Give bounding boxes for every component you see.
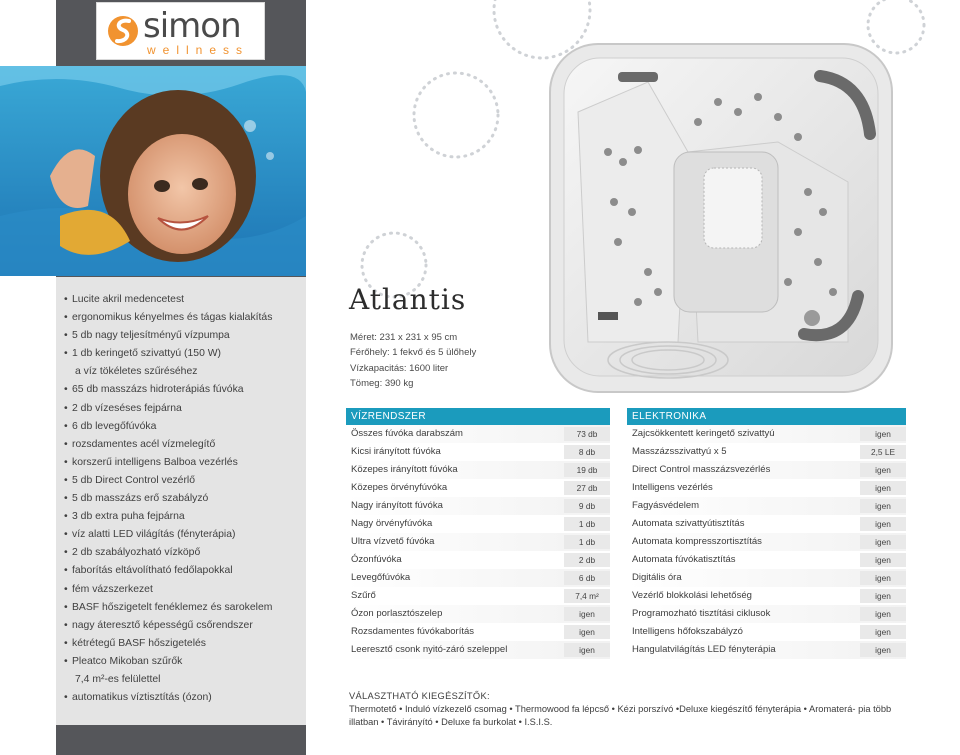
options-title: VÁLASZTHATÓ KIEGÉSZÍTŐK: [349,691,490,701]
list-item: • víz alatti LED világítás (fényterápia) [64,526,300,544]
row-value: igen [564,643,610,657]
list-item: • faborítás eltávolítható fedőlapokkal [64,562,300,580]
table-row [346,443,610,461]
table-row [627,587,906,605]
row-label: Digitális óra [632,572,682,583]
row-label: Leeresztő csonk nyitó-záró szeleppel [351,644,508,655]
list-item-line: Pleatco Mikoban szűrők [72,655,183,667]
list-item: • 2 db vízeséses fejpárna [64,400,300,418]
row-label: Kicsi irányított fúvóka [351,446,441,457]
row-value: 73 db [564,427,610,441]
list-item-line: 1 db keringető szivattyú (150 W) [72,348,222,360]
table-row [627,551,906,569]
table-row [627,623,906,641]
row-value: igen [860,535,906,549]
list-item: • BASF hőszigetelt fenéklemez és sarokelem [64,599,300,617]
feature-list [56,277,306,725]
list-item: • korszerű intelligens Balboa vezérlés [64,454,300,472]
list-item: • automatikus víztisztítás (ózon) [64,689,300,707]
table-header: VÍZRENDSZER [346,408,610,425]
row-value: 2 db [564,553,610,567]
row-value: igen [564,625,610,639]
row-label: Nagy irányított fúvóka [351,500,443,511]
table-row [346,569,610,587]
row-label: Intelligens vezérlés [632,482,713,493]
row-label: Programozható tisztítási ciklusok [632,608,771,619]
brand-logo [96,2,265,60]
row-label: Vezérlő blokkolási lehetőség [632,590,752,601]
list-item: • 5 db Direct Control vezérlő [64,472,300,490]
table-row [346,587,610,605]
table-row [627,497,906,515]
table-row [346,605,610,623]
list-item-line: a víz tökéletes szűréséhez [75,366,198,378]
row-value: 19 db [564,463,610,477]
row-value: igen [860,607,906,621]
row-label: Közepes irányított fúvóka [351,464,458,475]
row-label: Rozsdamentes fúvókaborítás [351,626,475,637]
row-value: igen [860,625,906,639]
product-title: Atlantis [349,283,467,316]
row-label: Ózon porlasztószelep [351,608,443,619]
logo-tagline: wellness [147,43,250,57]
row-label: Közepes örvényfúvóka [351,482,448,493]
row-value: igen [860,499,906,513]
table-row [627,425,906,443]
table-row [346,515,610,533]
row-label: Fagyásvédelem [632,500,700,511]
spec-size: Méret: 231 x 231 x 95 cm [350,332,458,343]
table-row [627,479,906,497]
row-value: 27 db [564,481,610,495]
list-item: • 65 db masszázs hidroterápiás fúvóka [64,381,300,399]
table-row [346,461,610,479]
table-row [627,605,906,623]
row-label: Direct Control masszázsvezérlés [632,464,771,475]
row-value: igen [860,571,906,585]
row-label: Ózonfúvóka [351,554,402,565]
spec-seats: Férőhely: 1 fekvő és 5 ülőhely [350,347,477,359]
row-value: igen [860,427,906,441]
list-item: • ergonomikus kényelmes és tágas kialakítás [64,309,300,327]
table-row [346,479,610,497]
list-item: • 5 db nagy teljesítményű vízpumpa [64,327,300,345]
row-label: Összes fúvóka darabszám [351,428,463,439]
row-label: Hangulatvilágítás LED fényterápia [632,644,776,655]
row-value: igen [564,607,610,621]
row-value: 1 db [564,517,610,531]
optional-accessories [349,690,905,729]
list-item [64,345,300,381]
row-value: 7,4 m² [564,589,610,603]
row-value: igen [860,589,906,603]
row-label: Nagy örvényfúvóka [351,518,433,529]
row-value: igen [860,553,906,567]
table-row [346,551,610,569]
table-row [346,497,610,515]
row-label: Levegőfúvóka [351,572,411,583]
list-item: • rozsdamentes acél vízmelegítő [64,436,300,454]
row-label: Automata szivattyútisztítás [632,518,745,529]
row-label: Ultra vízvető fúvóka [351,536,435,547]
row-value: 2,5 LE [860,445,906,459]
list-item: • 2 db szabályozható vízköpő [64,544,300,562]
row-label: Szűrő [351,590,376,601]
list-item-line: 7,4 m²-es felülettel [75,673,161,685]
row-value: 8 db [564,445,610,459]
row-label: Masszázsszivattyú x 5 [632,446,727,457]
spec-weight: Tömeg: 390 kg [350,378,414,390]
water-system-table [346,408,610,659]
child-swimming-photo [0,66,306,276]
row-label: Zajcsökkentett keringető szivattyú [632,428,775,439]
list-item: • 5 db masszázs erő szabályzó [64,490,300,508]
electronics-table [627,408,906,659]
list-item: • Lucite akril medencetest [64,291,300,309]
list-item: • 3 db extra puha fejpárna [64,508,300,526]
logo-name: simon [143,6,241,46]
row-value: igen [860,643,906,657]
list-item: • kétrétegű BASF hőszigetelés [64,635,300,653]
list-item [64,653,300,689]
list-item: • 6 db levegőfúvóka [64,418,300,436]
list-item: • fém vázszerkezet [64,581,300,599]
table-row [627,443,906,461]
row-value: 9 db [564,499,610,513]
table-row [627,461,906,479]
table-header: ELEKTRONIKA [627,408,906,425]
spec-capacity: Vízkapacitás: 1600 liter [350,362,449,374]
row-label: Intelligens hőfokszabályzó [632,626,743,637]
row-value: igen [860,463,906,477]
table-row [627,533,906,551]
options-text: Thermotető • Induló vízkezelő csomag • Thermowood fa lépcső • Kézi porszívó •Deluxe kiegészítő fényterápia • Aromaterá- pia több illatban • Távirányító • Deluxe fa burkolat • I.S.I.S. [349,704,892,727]
logo-swirl-icon [107,11,139,51]
table-row [346,641,610,659]
row-value: 1 db [564,535,610,549]
product-specs [350,330,476,392]
row-value: igen [860,481,906,495]
row-label: Automata fúvókatisztítás [632,554,736,565]
table-row [346,425,610,443]
row-label: Automata kompresszortisztítás [632,536,762,547]
table-row [627,641,906,659]
table-row [346,623,610,641]
table-row [627,515,906,533]
row-value: 6 db [564,571,610,585]
table-row [346,533,610,551]
table-row [627,569,906,587]
list-item: • nagy áteresztő képességű csőrendszer [64,617,300,635]
hot-tub-top-view [548,42,894,394]
row-value: igen [860,517,906,531]
